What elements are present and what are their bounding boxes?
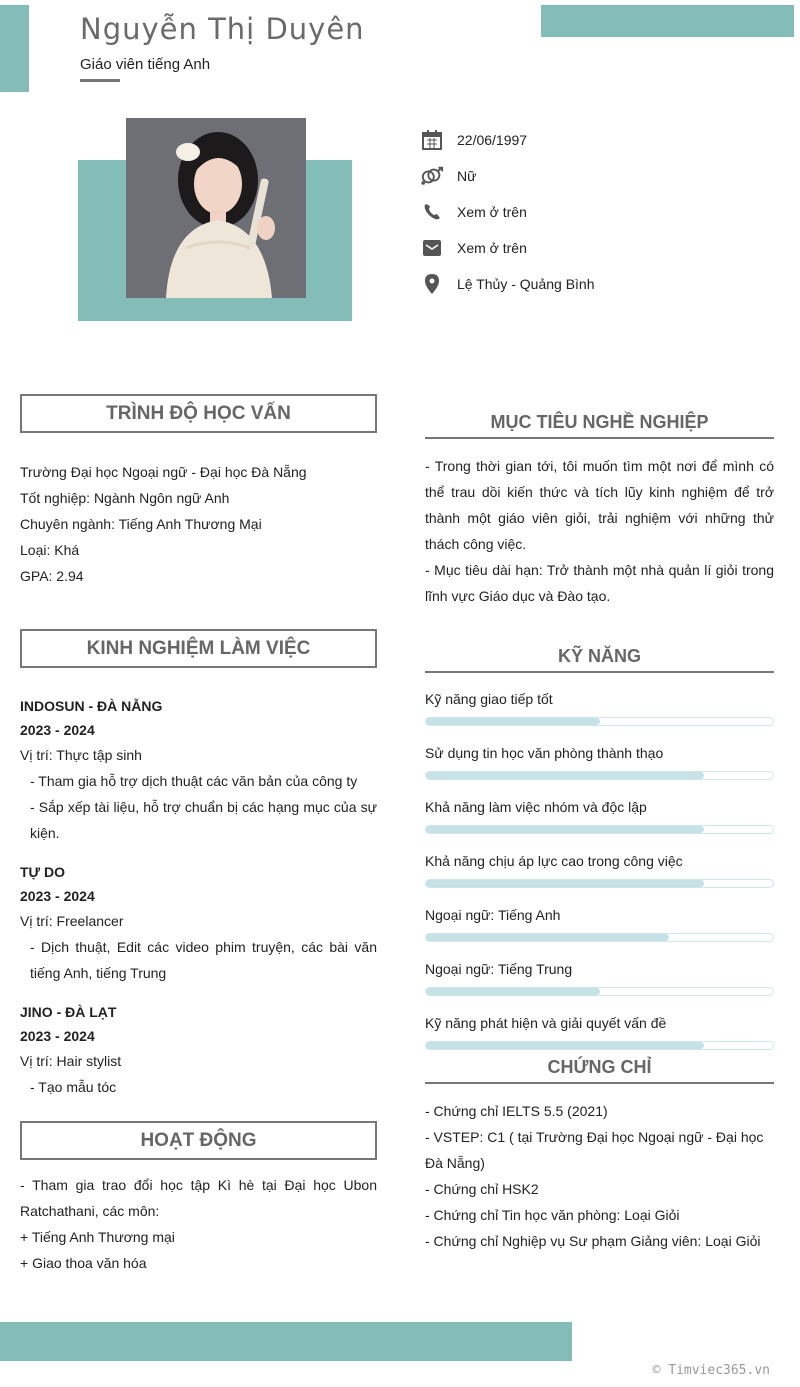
job-position: Vị trí: Thực tập sinh	[20, 747, 142, 763]
education-heading: TRÌNH ĐỘ HỌC VẤN	[20, 394, 377, 433]
skill-label: Kỹ năng phát hiện và giải quyết vấn đề	[425, 1015, 667, 1031]
objective-section	[425, 412, 774, 609]
skill-bar-fill	[426, 934, 669, 941]
skill-label: Ngoại ngữ: Tiếng Trung	[425, 961, 573, 977]
dob-text: 22/06/1997	[457, 132, 528, 148]
job-period: 2023 - 2024	[20, 722, 95, 738]
education-line: Trường Đại học Ngoại ngữ - Đại học Đà Nẵng	[20, 464, 307, 480]
skill-item	[425, 1015, 774, 1050]
objective-heading: MỤC TIÊU NGHỀ NGHIỆP	[425, 412, 774, 439]
skill-bar	[425, 717, 774, 726]
job-title: Giáo viên tiếng Anh	[80, 56, 211, 73]
skill-bar-fill	[426, 988, 600, 995]
skill-item	[425, 745, 774, 780]
certificates-heading: CHỨNG CHỈ	[425, 1057, 774, 1084]
skill-label: Ngoại ngữ: Tiếng Anh	[425, 907, 561, 923]
left-accent-block	[0, 5, 29, 92]
skill-label: Sử dụng tin học văn phòng thành thạo	[425, 745, 664, 761]
location-text: Lệ Thủy - Quảng Bình	[457, 276, 595, 292]
experience-heading: KINH NGHIỆM LÀM VIỆC	[20, 629, 377, 668]
skill-bar	[425, 879, 774, 888]
activity-line: - Tham gia trao đổi học tập Kì hè tại Đại học Ubon Ratchathani, các môn:	[20, 1177, 377, 1219]
contact-row-dob	[420, 127, 527, 153]
skill-bar	[425, 825, 774, 834]
job-title-underline	[80, 79, 120, 82]
top-right-accent-block	[541, 5, 794, 37]
calendar-icon	[420, 129, 444, 151]
job-detail: - Sắp xếp tài liệu, hỗ trợ chuẩn bị các hạng mục của sự kiện.	[30, 799, 377, 841]
job-company: INDOSUN - ĐÀ NẴNG	[20, 698, 163, 714]
phone-icon	[420, 201, 444, 223]
contact-row-location	[420, 271, 595, 297]
certificate-line: - Chứng chỉ Tin học văn phòng: Loại Giỏi	[425, 1207, 680, 1223]
job-detail: - Tạo mẫu tóc	[30, 1079, 117, 1095]
skill-item	[425, 799, 774, 834]
activity-line: + Tiếng Anh Thương mại	[20, 1229, 175, 1245]
skills-section	[425, 646, 774, 1050]
job-company: JINO - ĐÀ LẠT	[20, 1004, 117, 1020]
skill-label: Kỹ năng giao tiếp tốt	[425, 691, 553, 707]
certificates-section	[425, 1057, 774, 1254]
job-company: TỰ DO	[20, 864, 66, 880]
certificate-line: - Chứng chỉ HSK2	[425, 1181, 539, 1197]
job-detail: - Tham gia hỗ trợ dịch thuật các văn bản của công ty	[30, 773, 358, 789]
skill-item	[425, 691, 774, 726]
education-section	[20, 394, 377, 589]
bottom-accent-block	[0, 1322, 572, 1361]
activity-line: + Giao thoa văn hóa	[20, 1255, 147, 1271]
skill-label: Khả năng chịu áp lực cao trong công việc	[425, 853, 683, 869]
skill-bar-fill	[426, 718, 600, 725]
experience-section	[20, 629, 377, 1100]
profile-photo	[126, 118, 306, 298]
gender-text: Nữ	[457, 168, 477, 184]
skill-bar-fill	[426, 1042, 704, 1049]
activities-heading: HOẠT ĐỘNG	[20, 1121, 377, 1160]
skill-bar	[425, 771, 774, 780]
skill-bar-fill	[426, 880, 704, 887]
phone-text: Xem ở trên	[457, 204, 527, 220]
skill-item	[425, 853, 774, 888]
job-position: Vị trí: Freelancer	[20, 913, 124, 929]
skill-bar-fill	[426, 772, 704, 779]
contact-row-email	[420, 235, 527, 261]
certificate-line: - Chứng chỉ IELTS 5.5 (2021)	[425, 1103, 608, 1119]
education-line: Loại: Khá	[20, 542, 80, 558]
skill-bar-fill	[426, 826, 704, 833]
contact-row-phone	[420, 199, 527, 225]
job-detail: - Dịch thuật, Edit các video phim truyện, các bài văn tiếng Anh, tiếng Trung	[30, 939, 377, 981]
job-position: Vị trí: Hair stylist	[20, 1053, 122, 1069]
skill-item	[425, 907, 774, 942]
candidate-name: Nguyễn Thị Duyên	[80, 12, 365, 46]
education-line: GPA: 2.94	[20, 568, 84, 584]
activities-section	[20, 1121, 377, 1276]
contact-row-gender	[420, 163, 476, 189]
certificate-line: - VSTEP: C1 ( tại Trường Đại học Ngoại ngữ - Đại học Đà Nẵng)	[425, 1129, 764, 1171]
gender-icon	[420, 165, 444, 187]
skill-item	[425, 961, 774, 996]
certificate-line: - Chứng chỉ Nghiệp vụ Sư phạm Giảng viên: Loại Giỏi	[425, 1233, 761, 1249]
skill-label: Khả năng làm việc nhóm và độc lập	[425, 799, 647, 815]
skills-heading: KỸ NĂNG	[425, 646, 774, 673]
location-icon	[420, 273, 444, 295]
job-period: 2023 - 2024	[20, 1028, 95, 1044]
objective-line: - Trong thời gian tới, tôi muốn tìm một nơi để mình có thể trau dồi kiến thức và tích lũy kinh nghiệm để trở thành một giáo viên giỏi, trải nghiệm với những thử thách công việc.	[425, 458, 774, 552]
email-text: Xem ở trên	[457, 240, 527, 256]
education-line: Chuyên ngành: Tiếng Anh Thương Mại	[20, 516, 262, 532]
skill-bar	[425, 987, 774, 996]
education-line: Tốt nghiệp: Ngành Ngôn ngữ Anh	[20, 490, 230, 506]
skill-bar	[425, 933, 774, 942]
watermark-text: © Timviec365.vn	[652, 1363, 770, 1378]
job-period: 2023 - 2024	[20, 888, 95, 904]
skill-bar	[425, 1041, 774, 1050]
email-icon	[420, 237, 444, 259]
objective-line: - Mục tiêu dài hạn: Trở thành một nhà quản lí giỏi trong lĩnh vực Giáo dục và Đào tạo.	[425, 562, 774, 604]
